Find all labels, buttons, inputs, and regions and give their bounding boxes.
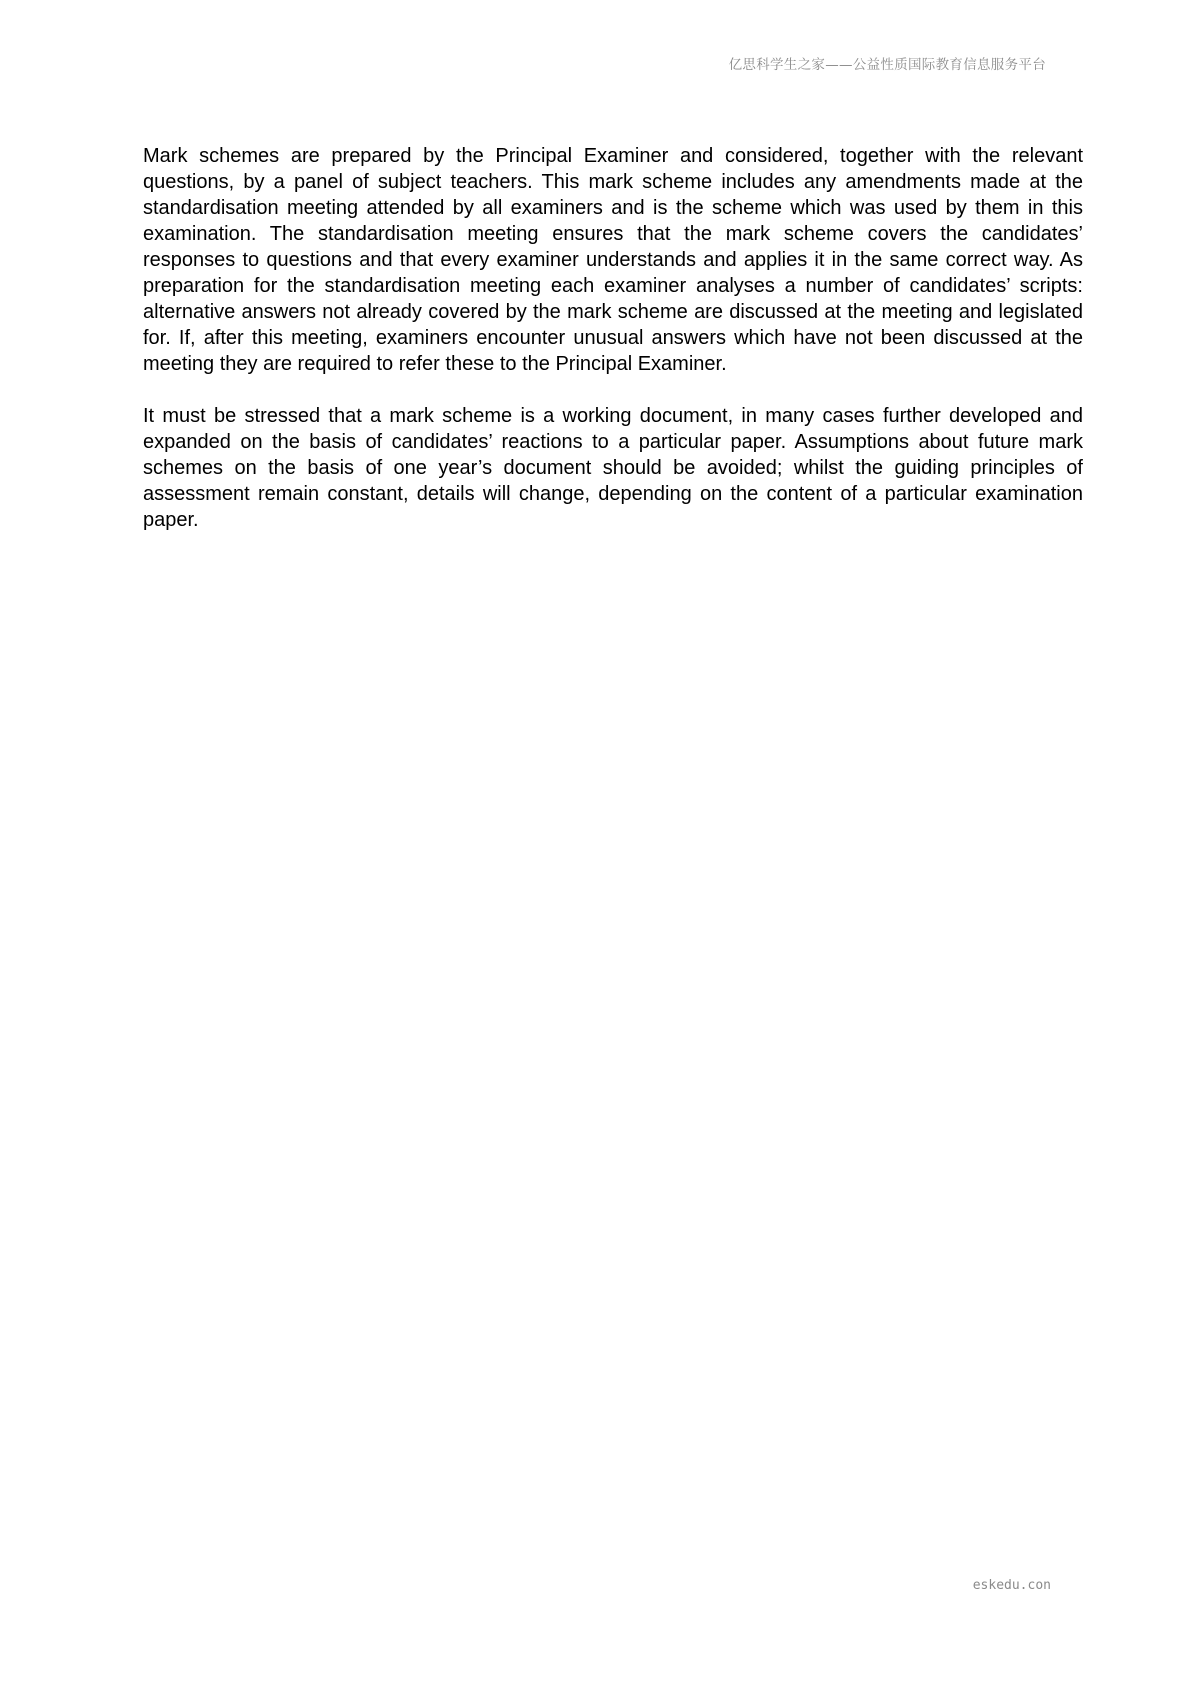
page-header: 亿思科学生之家——公益性质国际教育信息服务平台 [728,57,1046,73]
page-footer: eskedu.con [972,1578,1051,1593]
paragraph-working-document: It must be stressed that a mark scheme is a working document, in many cases further developed and expanded on the basis of candidates’ reactions to a particular paper. Assumptions about future mark schemes on the basis of one year’s document should be avoided; whilst the guiding principles of assessment remain constant, details will change, depending on the content of a particular examination paper. [143,405,1083,531]
paragraph-mark-schemes: Mark schemes are prepared by the Principal Examiner and considered, together with the relevant questions, by a panel of subject teachers. This mark scheme includes any amendments made at the standardisation meeting attended by all examiners and is the scheme which was used by them in this examination. The standardisation meeting ensures that the mark scheme covers the candidates’ responses to questions and that every examiner understands and applies it in the same correct way. As preparation for the standardisation meeting each examiner analyses a number of candidates’ scripts: alternative answers not already covered by the mark scheme are discussed at the meeting and legislated for. If, after this meeting, examiners encounter unusual answers which have not been discussed at the meeting they are required to refer these to the Principal Examiner. [143,145,1083,375]
document-body [143,143,1083,559]
